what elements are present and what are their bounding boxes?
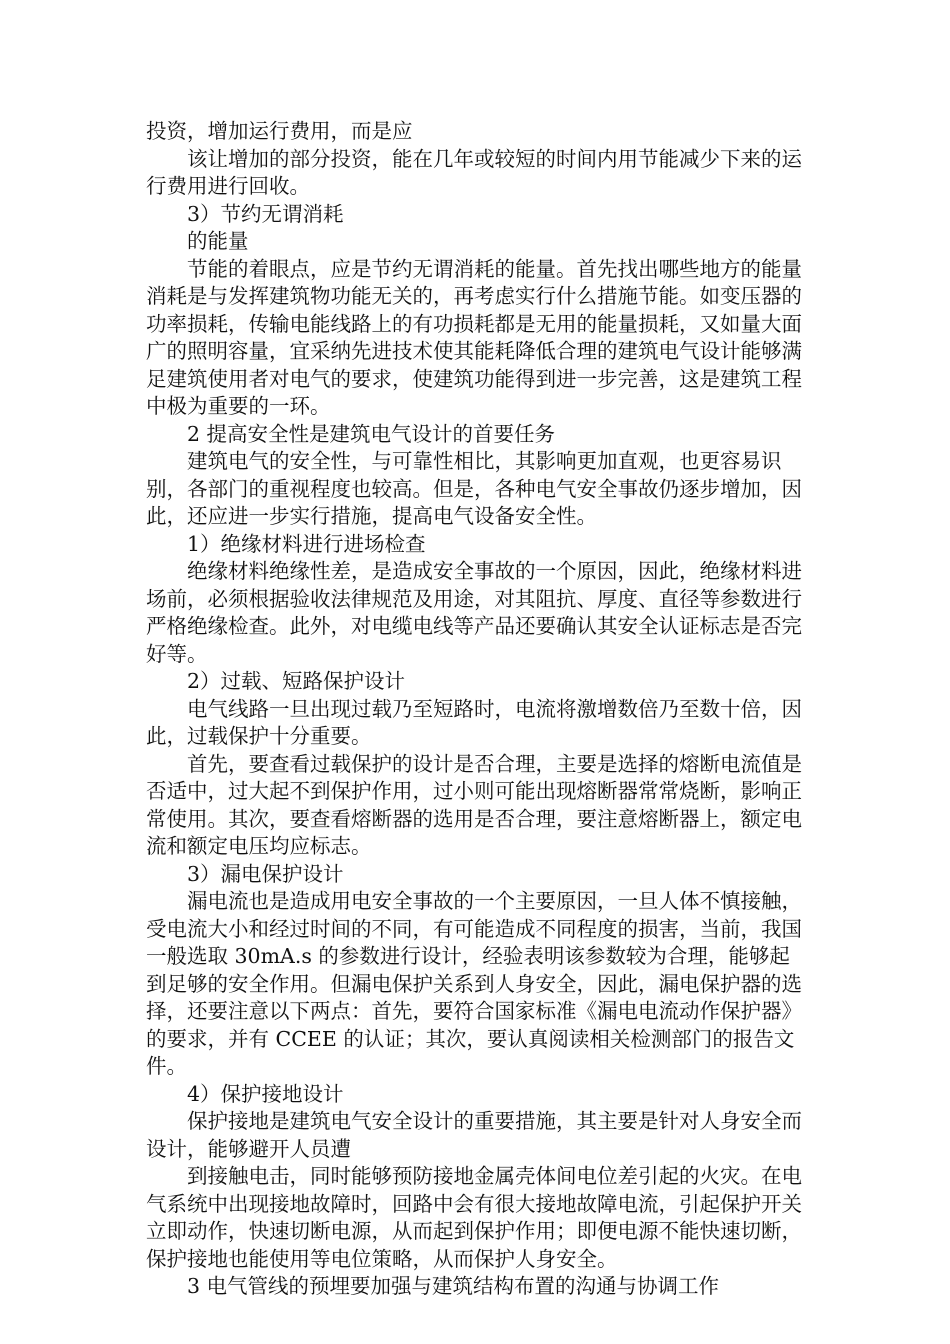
section-heading: 3）漏电保护设计 [187, 861, 344, 886]
section-heading: 4）保护接地设计 [187, 1081, 344, 1106]
section-heading: 2 提高安全性是建筑电气设计的首要任务 [187, 421, 556, 446]
paragraph: 该让增加的部分投资，能在几年或较短的时间内用节能减少下来的运行费用进行回收。 [146, 146, 802, 198]
paragraph: 建筑电气的安全性，与可靠性相比，其影响更加直观，也更容易识别，各部门的重视程度也较高。但是，各种电气安全事故仍逐步增加，因此，还应进一步实行措施，提高电气设备安全性。 [146, 449, 802, 528]
paragraph: 投资，增加运行费用，而是应 [146, 119, 413, 143]
paragraph: 到接触电击，同时能够预防接地金属壳体间电位差引起的火灾。在电气系统中出现接地故障时，回路中会有很大接地故障电流，引起保护开关立即动作，快速切断电源，从而起到保护作用；即便电源不能快速切断，保护接地也能使用等电位策略，从而保护人身安全。 [146, 1164, 802, 1271]
section-heading: 3）节约无谓消耗 [187, 201, 344, 226]
section-heading: 2）过载、短路保护设计 [187, 669, 406, 693]
section-heading: 3 电气管线的预埋要加强与建筑结构布置的沟通与协调工作 [187, 1274, 720, 1298]
section-heading: 1）绝缘材料进行进场检查 [187, 531, 426, 556]
paragraph: 的能量 [187, 229, 249, 253]
paragraph: 漏电流也是造成用电安全事故的一个主要原因，一旦人体不慎接触，受电流大小和经过时间的不同，有可能造成不同程度的损害，当前，我国一般选取 30mA.s 的参数进行设计，经验表明该参数较为合理，能够起到足够的安全作用。但漏电保护关系到人身安全，因此，漏电保护器的选择，还要注意以下两点：首先，要符合国家标准《漏电电流动作保护器》的要求，并有 CCEE 的认证；其次，要认真阅读相关检测部门的报告文件。 [146, 889, 802, 1078]
document-body [146, 118, 808, 1301]
paragraph: 保护接地是建筑电气安全设计的重要措施，其主要是针对人身安全而设计，能够避开人员遭 [146, 1109, 802, 1161]
paragraph: 绝缘材料绝缘性差，是造成安全事故的一个原因，因此，绝缘材料进场前，必须根据验收法律规范及用途，对其阻抗、厚度、直径等参数进行严格绝缘检查。此外，对电缆电线等产品还要确认其安全认证标志是否完好等。 [146, 559, 802, 666]
paragraph: 首先，要查看过载保护的设计是否合理，主要是选择的熔断电流值是否适中，过大起不到保护作用，过小则可能出现熔断器常常烧断，影响正常使用。其次，要查看熔断器的选用是否合理，要注意熔断器上，额定电流和额定电压均应标志。 [146, 751, 802, 858]
paragraph: 节能的着眼点，应是节约无谓消耗的能量。首先找出哪些地方的能量消耗是与发挥建筑物功能无关的，再考虑实行什么措施节能。如变压器的功率损耗，传输电能线路上的有功损耗都是无用的能量损耗，又如量大面广的照明容量，宜采纳先进技术使其能耗降低合理的建筑电气设计能够满足建筑使用者对电气的要求，使建筑功能得到进一步完善，这是建筑工程中极为重要的一环。 [146, 256, 802, 418]
paragraph: 电气线路一旦出现过载乃至短路时，电流将激增数倍乃至数十倍，因此，过载保护十分重要。 [146, 696, 802, 748]
